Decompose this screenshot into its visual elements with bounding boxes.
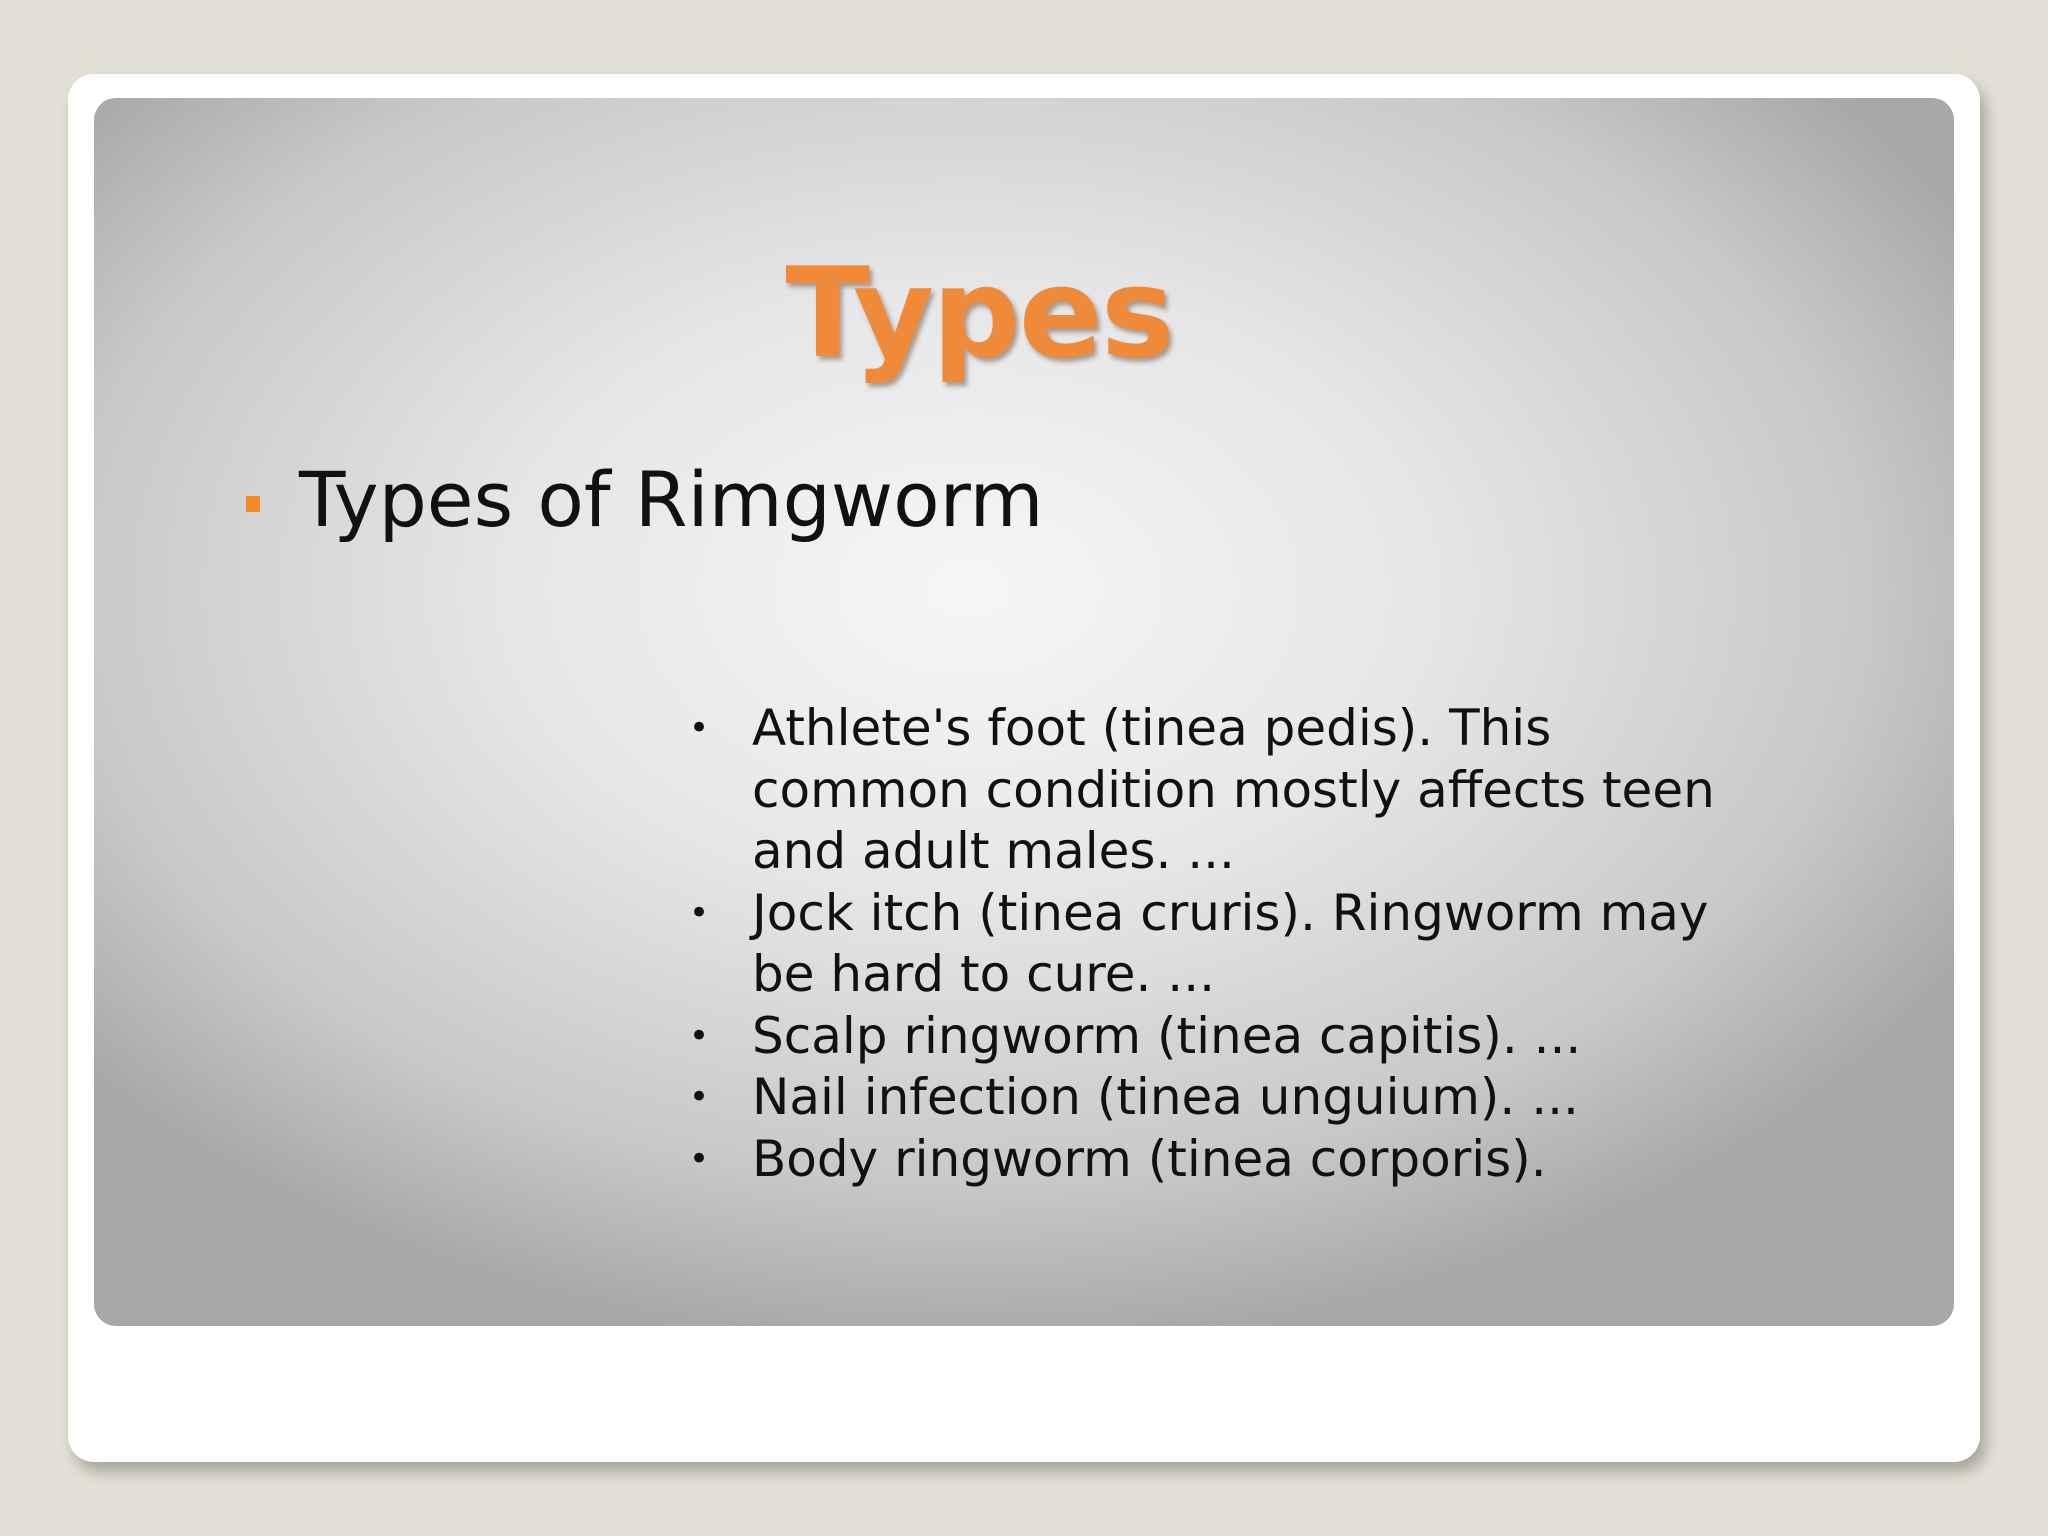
sub-bullet-text: Jock itch (tinea cruris). Ringworm may be hard to cure. ... xyxy=(752,883,1709,1003)
sub-bullet-item xyxy=(682,883,1742,1006)
sub-bullet-item xyxy=(682,698,1742,883)
bullet-dot-icon: • xyxy=(689,1138,710,1179)
bullet-dot-icon: • xyxy=(689,708,710,748)
main-bullet-text: Types of Rimgworm xyxy=(299,455,1044,544)
bullet-dot-icon: • xyxy=(689,892,710,933)
sub-bullet-text: Nail infection (tinea unguium). ... xyxy=(752,1068,1579,1126)
sub-bullet-text: Scalp ringworm (tinea capitis). ... xyxy=(752,1006,1582,1065)
slide-title: Types xyxy=(785,242,1173,386)
bullet-dot-icon: • xyxy=(689,1077,710,1117)
slide-content-panel xyxy=(94,98,1954,1326)
bullet-dot-icon: • xyxy=(689,1015,710,1056)
square-bullet-icon xyxy=(246,496,260,512)
sub-bullet-text: Body ringworm (tinea corporis). xyxy=(752,1129,1547,1188)
sub-bullet-item xyxy=(682,1129,1742,1191)
sub-bullet-list xyxy=(682,698,1742,1190)
sub-bullet-text: Athlete's foot (tinea pedis). This common condition mostly affects teen and adult males. ... xyxy=(752,699,1715,880)
sub-bullet-item xyxy=(682,1006,1742,1068)
slide-card xyxy=(68,74,1980,1462)
sub-bullet-item xyxy=(682,1067,1742,1129)
